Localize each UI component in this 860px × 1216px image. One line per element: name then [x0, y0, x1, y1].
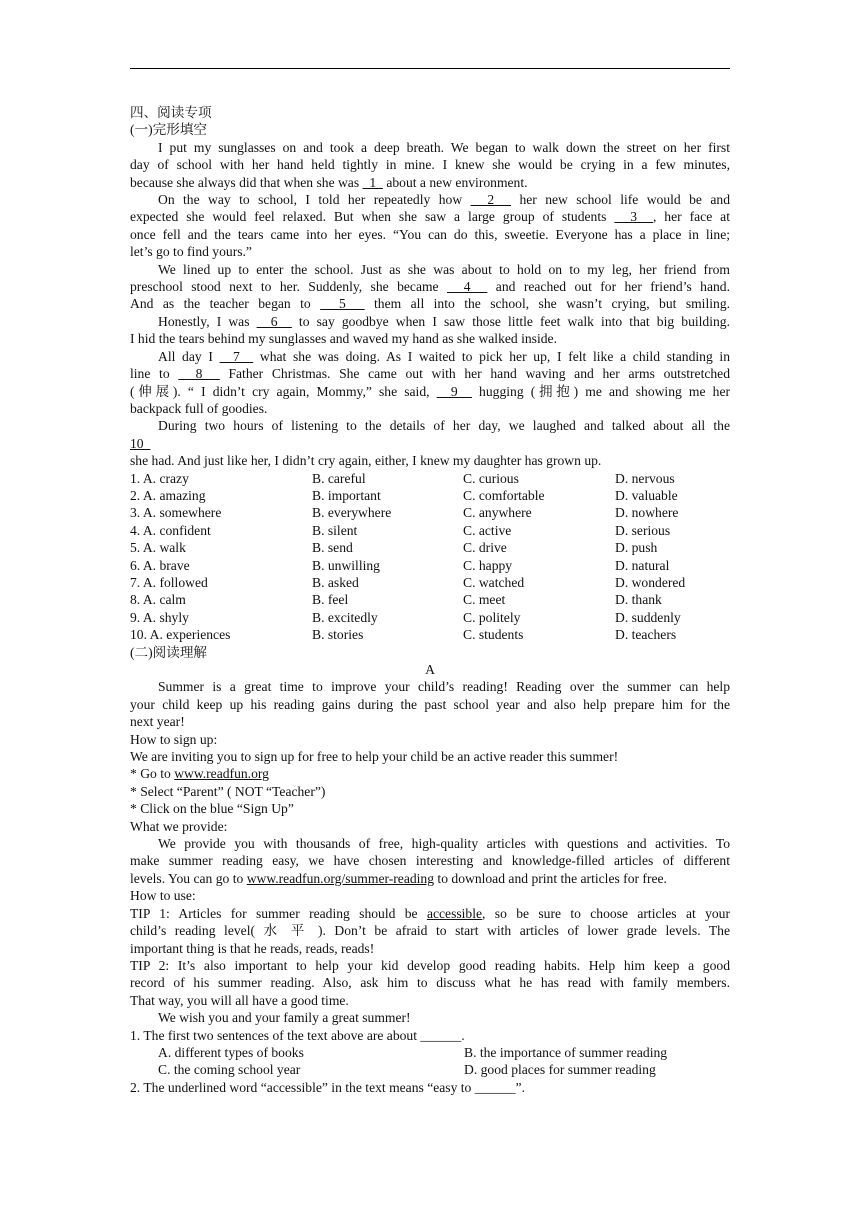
heading-provide: What we provide: — [130, 818, 228, 834]
cloze-blank-5[interactable]: 5 — [320, 296, 365, 312]
cloze-blank-10[interactable]: 10 — [130, 435, 151, 451]
q1-option-b[interactable]: B. the importance of summer reading — [464, 1044, 668, 1060]
cloze-line: We lined up to enter the school. Just as she was about to hold on to my leg, her friend from — [158, 261, 730, 277]
option-3-a[interactable]: 3. A. somewhere — [130, 505, 222, 521]
tip1-line3: important thing is that he reads, reads, reads! — [130, 940, 375, 956]
option-9-c[interactable]: C. politely — [463, 609, 521, 625]
cloze-line: she had. And just like her, I didn’t cry again, either, I knew my daughter has grown up. — [130, 453, 602, 469]
option-7-d[interactable]: D. wondered — [615, 574, 686, 590]
cloze-line: All day I 7 what she was doing. As I waited to pick her up, I felt like a child standing in — [158, 348, 731, 364]
option-5-a[interactable]: 5. A. walk — [130, 540, 186, 556]
cloze-line — [130, 435, 730, 452]
cloze-line: I put my sunglasses on and took a deep breath. We began to walk down the street on her first — [158, 139, 730, 155]
cloze-blank-4[interactable]: 4 — [446, 279, 488, 295]
option-9-a[interactable]: 9. A. shyly — [130, 609, 189, 625]
cloze-passage — [130, 139, 730, 470]
option-row-3 — [130, 504, 730, 521]
option-9-d[interactable]: D. suddenly — [615, 609, 681, 625]
reading-p1-line3: next year! — [130, 714, 185, 730]
cloze-line: let’s go to find yours.” — [130, 244, 252, 260]
option-2-d[interactable]: D. valuable — [615, 487, 678, 503]
tip1-line2: child’s reading level( 水 平 ). Don’t be afraid to start with articles of lower grade levels. The — [130, 923, 730, 939]
option-6-d[interactable]: D. natural — [615, 557, 670, 573]
option-4-a[interactable]: 4. A. confident — [130, 522, 211, 538]
cloze-line: preschool stood next to her. Suddenly, she became 4 and reached out for her friend’s hand. — [130, 279, 730, 295]
provide-line3 — [130, 870, 730, 887]
heading-signup: How to sign up: — [130, 731, 218, 747]
provide-line2: make summer reading easy, we have chosen interesting and knowledge-filled articles of different — [130, 853, 730, 869]
provide3-post: to download and print the articles for free. — [434, 870, 667, 886]
cloze-line: And as the teacher began to 5 them all into the school, she wasn’t crying, but smiling. — [130, 296, 731, 312]
cloze-line: expected she would feel relaxed. But when she saw a large group of students 3 , her face at — [130, 209, 730, 225]
cloze-blank-3[interactable]: 3 — [614, 209, 653, 225]
reading-p1-line1: Summer is a great time to improve your child’s reading! Reading over the summer can help — [158, 679, 730, 695]
q1-option-c[interactable]: C. the coming school year — [158, 1062, 301, 1078]
cloze-line: day of school with her hand held tightly in mine. I knew she would be crying in a few minutes, — [130, 157, 730, 173]
question-1-options-cd — [130, 1061, 730, 1078]
cloze-line: Honestly, I was 6 to say goodbye when I saw those little feet walk into that big building. — [158, 313, 730, 329]
option-8-a[interactable]: 8. A. calm — [130, 592, 186, 608]
signup-step2: * Select “Parent” ( NOT “Teacher”) — [130, 783, 326, 799]
header-rule — [130, 68, 730, 69]
cloze-line: because she always did that when she was 1 about a new environment. — [130, 174, 528, 190]
cloze-blank-6[interactable]: 6 — [256, 313, 292, 329]
option-10-d[interactable]: D. teachers — [615, 627, 677, 643]
option-6-b[interactable]: B. unwilling — [312, 557, 380, 573]
cloze-line: I hid the tears behind my sunglasses and waved my hand as she walked inside. — [130, 331, 557, 347]
step1-text: * Go to — [130, 766, 175, 782]
cloze-line: once fell and the tears came into her eyes. “You can do this, sweetie. Everyone has a place in line; — [130, 226, 730, 242]
q1-option-a[interactable]: A. different types of books — [158, 1044, 304, 1060]
tip2-line3: That way, you will all have a good time. — [130, 992, 349, 1008]
option-7-a[interactable]: 7. A. followed — [130, 574, 208, 590]
tip1-line1 — [130, 905, 730, 922]
worksheet — [130, 104, 730, 1096]
option-row-5 — [130, 539, 730, 556]
reading-title: (二)阅读理解 — [130, 644, 208, 660]
option-7-c[interactable]: C. watched — [463, 574, 525, 590]
option-8-b[interactable]: B. feel — [312, 592, 349, 608]
tip1-post: , so be sure to choose articles at your — [482, 905, 731, 921]
question-1-options-ab — [130, 1044, 730, 1061]
cloze-blank-2[interactable]: 2 — [470, 192, 512, 208]
cloze-blank-1[interactable]: 1 — [362, 174, 383, 190]
option-row-6 — [130, 557, 730, 574]
option-4-b[interactable]: B. silent — [312, 522, 358, 538]
option-2-b[interactable]: B. important — [312, 487, 381, 503]
option-2-c[interactable]: C. comfortable — [463, 487, 545, 503]
option-9-b[interactable]: B. excitedly — [312, 609, 378, 625]
readfun-link[interactable]: www.readfun.org — [174, 766, 269, 782]
option-10-b[interactable]: B. stories — [312, 627, 364, 643]
option-8-c[interactable]: C. meet — [463, 592, 506, 608]
option-row-2 — [130, 487, 730, 504]
option-row-8 — [130, 591, 730, 608]
option-1-a[interactable]: 1. A. crazy — [130, 470, 189, 486]
option-row-1 — [130, 470, 730, 487]
cloze-line: line to 8 Father Christmas. She came out with her hand waving and her arms outstretched — [130, 366, 731, 382]
tip2-line2: record of his summer reading. Also, ask him to discuss what he has read with family members. — [130, 975, 730, 991]
option-1-d[interactable]: D. nervous — [615, 470, 675, 486]
question-1: 1. The first two sentences of the text above are about ______. — [130, 1027, 465, 1043]
option-row-10 — [130, 626, 730, 643]
option-1-c[interactable]: C. curious — [463, 470, 519, 486]
cloze-blank-9[interactable]: 9 — [436, 383, 472, 399]
option-3-d[interactable]: D. nowhere — [615, 505, 679, 521]
option-6-a[interactable]: 6. A. brave — [130, 557, 190, 573]
accessible-word: accessible — [426, 905, 483, 921]
option-1-b[interactable]: B. careful — [312, 470, 366, 486]
option-2-a[interactable]: 2. A. amazing — [130, 487, 206, 503]
option-row-7 — [130, 574, 730, 591]
option-10-a[interactable]: 10. A. experiences — [130, 627, 231, 643]
option-8-d[interactable]: D. thank — [615, 592, 662, 608]
option-3-b[interactable]: B. everywhere — [312, 505, 392, 521]
signup-step3: * Click on the blue “Sign Up” — [130, 801, 294, 817]
option-6-c[interactable]: C. happy — [463, 557, 513, 573]
option-5-c[interactable]: C. drive — [463, 540, 507, 556]
option-3-c[interactable]: C. anywhere — [463, 505, 532, 521]
passage-label: A — [425, 662, 435, 677]
summer-reading-link[interactable]: www.readfun.org/summer-reading — [246, 870, 435, 886]
q1-option-d[interactable]: D. good places for summer reading — [464, 1062, 656, 1078]
option-4-d[interactable]: D. serious — [615, 522, 671, 538]
provide-line1: We provide you with thousands of free, high-quality articles with questions and activities. To — [158, 836, 730, 852]
cloze-line: backpack full of goodies. — [130, 400, 268, 416]
cloze-title: (一)完形填空 — [130, 122, 208, 138]
tip2-line1: TIP 2: It’s also important to help your kid develop good reading habits. Help him keep a good — [130, 957, 730, 973]
cloze-blank-7[interactable]: 7 — [219, 348, 254, 364]
option-row-4 — [130, 522, 730, 539]
tip1-pre: TIP 1: Articles for summer reading should be — [130, 905, 427, 921]
option-7-b[interactable]: B. asked — [312, 574, 359, 590]
closing-line: We wish you and your family a great summer! — [158, 1010, 411, 1026]
cloze-line: (伸展). “ I didn’t cry again, Mommy,” she said, 9 hugging (拥抱) me and showing me her — [130, 383, 731, 399]
reading-p1-line2: your child keep up his reading gains during the past school year and also help prepare him for the — [130, 696, 730, 712]
signup-intro: We are inviting you to sign up for free to help your child be an active reader this summer! — [130, 749, 619, 765]
question-2: 2. The underlined word “accessible” in the text means “easy to ______”. — [130, 1079, 525, 1095]
option-4-c[interactable]: C. active — [463, 522, 512, 538]
section-title: 四、阅读专项 — [130, 105, 212, 120]
option-5-b[interactable]: B. send — [312, 540, 353, 556]
cloze-blank-8[interactable]: 8 — [178, 366, 220, 382]
heading-use: How to use: — [130, 888, 196, 904]
provide3-pre: levels. You can go to — [130, 870, 247, 886]
cloze-options — [130, 470, 730, 644]
option-row-9 — [130, 609, 730, 626]
cloze-line: On the way to school, I told her repeatedly how 2 her new school life would be and — [158, 192, 731, 208]
signup-step1 — [130, 765, 730, 782]
cloze-line: During two hours of listening to the details of her day, we laughed and talked about all the — [158, 418, 730, 434]
option-5-d[interactable]: D. push — [615, 540, 658, 556]
option-10-c[interactable]: C. students — [463, 627, 524, 643]
